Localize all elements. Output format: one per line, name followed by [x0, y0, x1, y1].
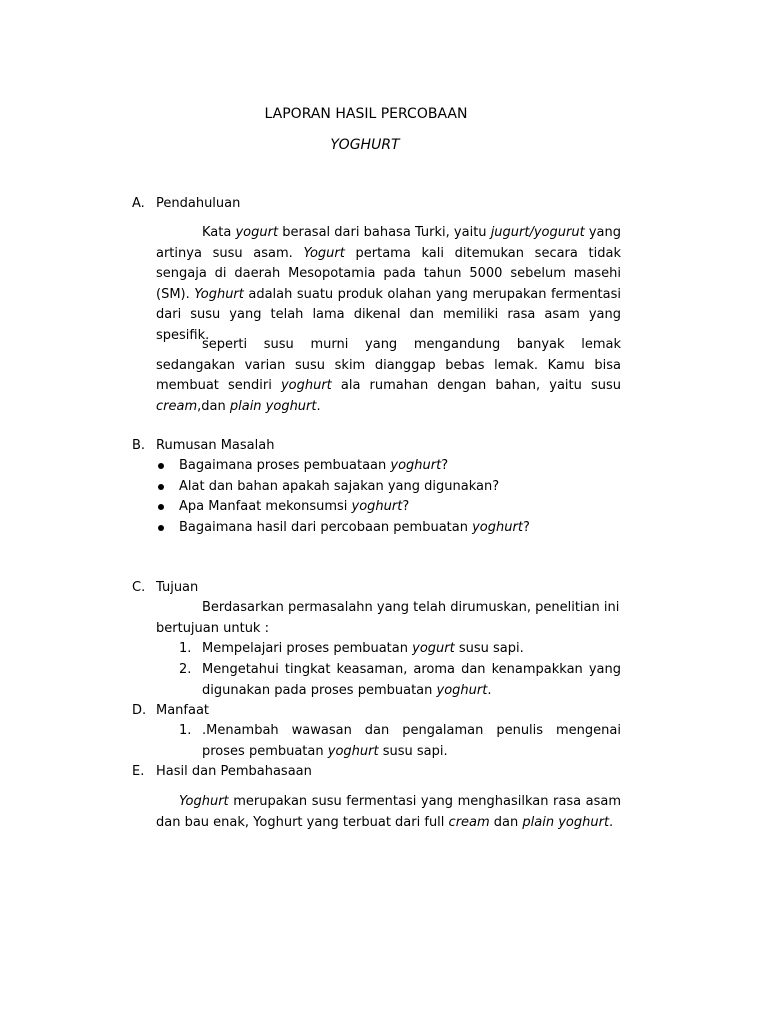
- benefit-item: 1. .Menambah wawasan dan pengalaman penulis mengenai proses pembuatan yoghurt susu sapi.: [179, 723, 621, 759]
- bullet-icon: [158, 504, 164, 510]
- section-letter: A.: [132, 196, 145, 211]
- section-title: Rumusan Masalah: [156, 438, 275, 453]
- section-b-heading: [132, 436, 274, 456]
- document-subtitle: YOGHURT: [330, 137, 400, 153]
- section-e-paragraph: Yoghurt merupakan susu fermentasi yang menghasilkan rasa asam dan bau enak, Yoghurt yang terbuat dari full cream dan plain yoghurt.: [156, 794, 621, 830]
- section-e-heading: [132, 762, 312, 782]
- section-a-paragraph-2: seperti susu murni yang mengandung banyak lemak sedangakan varian susu skim dianggap bebas lemak. Kamu bisa membuat sendiri yoghurt ala rumahan dengan bahan, yaitu susu cream,dan plain yoghurt.: [156, 337, 621, 414]
- bullet-icon: [158, 484, 164, 490]
- section-letter: E.: [132, 764, 145, 779]
- section-letter: B.: [132, 438, 146, 453]
- bullet-icon: [158, 463, 164, 469]
- section-title: Manfaat: [156, 703, 210, 718]
- list-item: Bagaimana hasil dari percobaan pembuatan yoghurt?: [156, 518, 621, 539]
- section-a-paragraph-1: Kata yogurt berasal dari bahasa Turki, yaitu jugurt/yogurut yang artinya susu asam. Yogurt pertama kali ditemukan secara tidak sengaja di daerah Mesopotamia pada tahun 5000 sebelum masehi (SM). Yoghurt adalah suatu produk olahan yang merupakan fermentasi dari susu yang telah lama dikenal dan memiliki rasa asam yang spesifik.: [156, 225, 621, 343]
- section-letter: C.: [132, 580, 146, 595]
- list-item: Alat dan bahan apakah sajakan yang digunakan?: [156, 477, 621, 498]
- section-title: Tujuan: [156, 580, 199, 595]
- goal-item: 2. Mengetahui tingkat keasaman, aroma dan kenampakkan yang digunakan pada proses pembuatan yoghurt.: [179, 662, 621, 698]
- section-title: Pendahuluan: [156, 196, 241, 211]
- document-title: LAPORAN HASIL PERCOBAAN: [264, 106, 468, 122]
- list-item: Bagaimana proses pembuataan yoghurt?: [156, 456, 621, 477]
- goal-item: 1. Mempelajari proses pembuatan yogurt susu sapi.: [179, 641, 524, 656]
- section-d-heading: [132, 701, 209, 721]
- bullet-icon: [158, 525, 164, 531]
- section-c-intro: Berdasarkan permasalahn yang telah dirumuskan, penelitian ini bertujuan untuk :: [156, 600, 620, 636]
- list-item: Apa Manfaat mekonsumsi yoghurt?: [156, 497, 621, 518]
- problem-list: [156, 456, 621, 538]
- section-letter: D.: [132, 703, 147, 718]
- section-title: Hasil dan Pembahasaan: [156, 764, 312, 779]
- section-a-heading: [132, 194, 240, 214]
- section-c-heading: [132, 578, 198, 598]
